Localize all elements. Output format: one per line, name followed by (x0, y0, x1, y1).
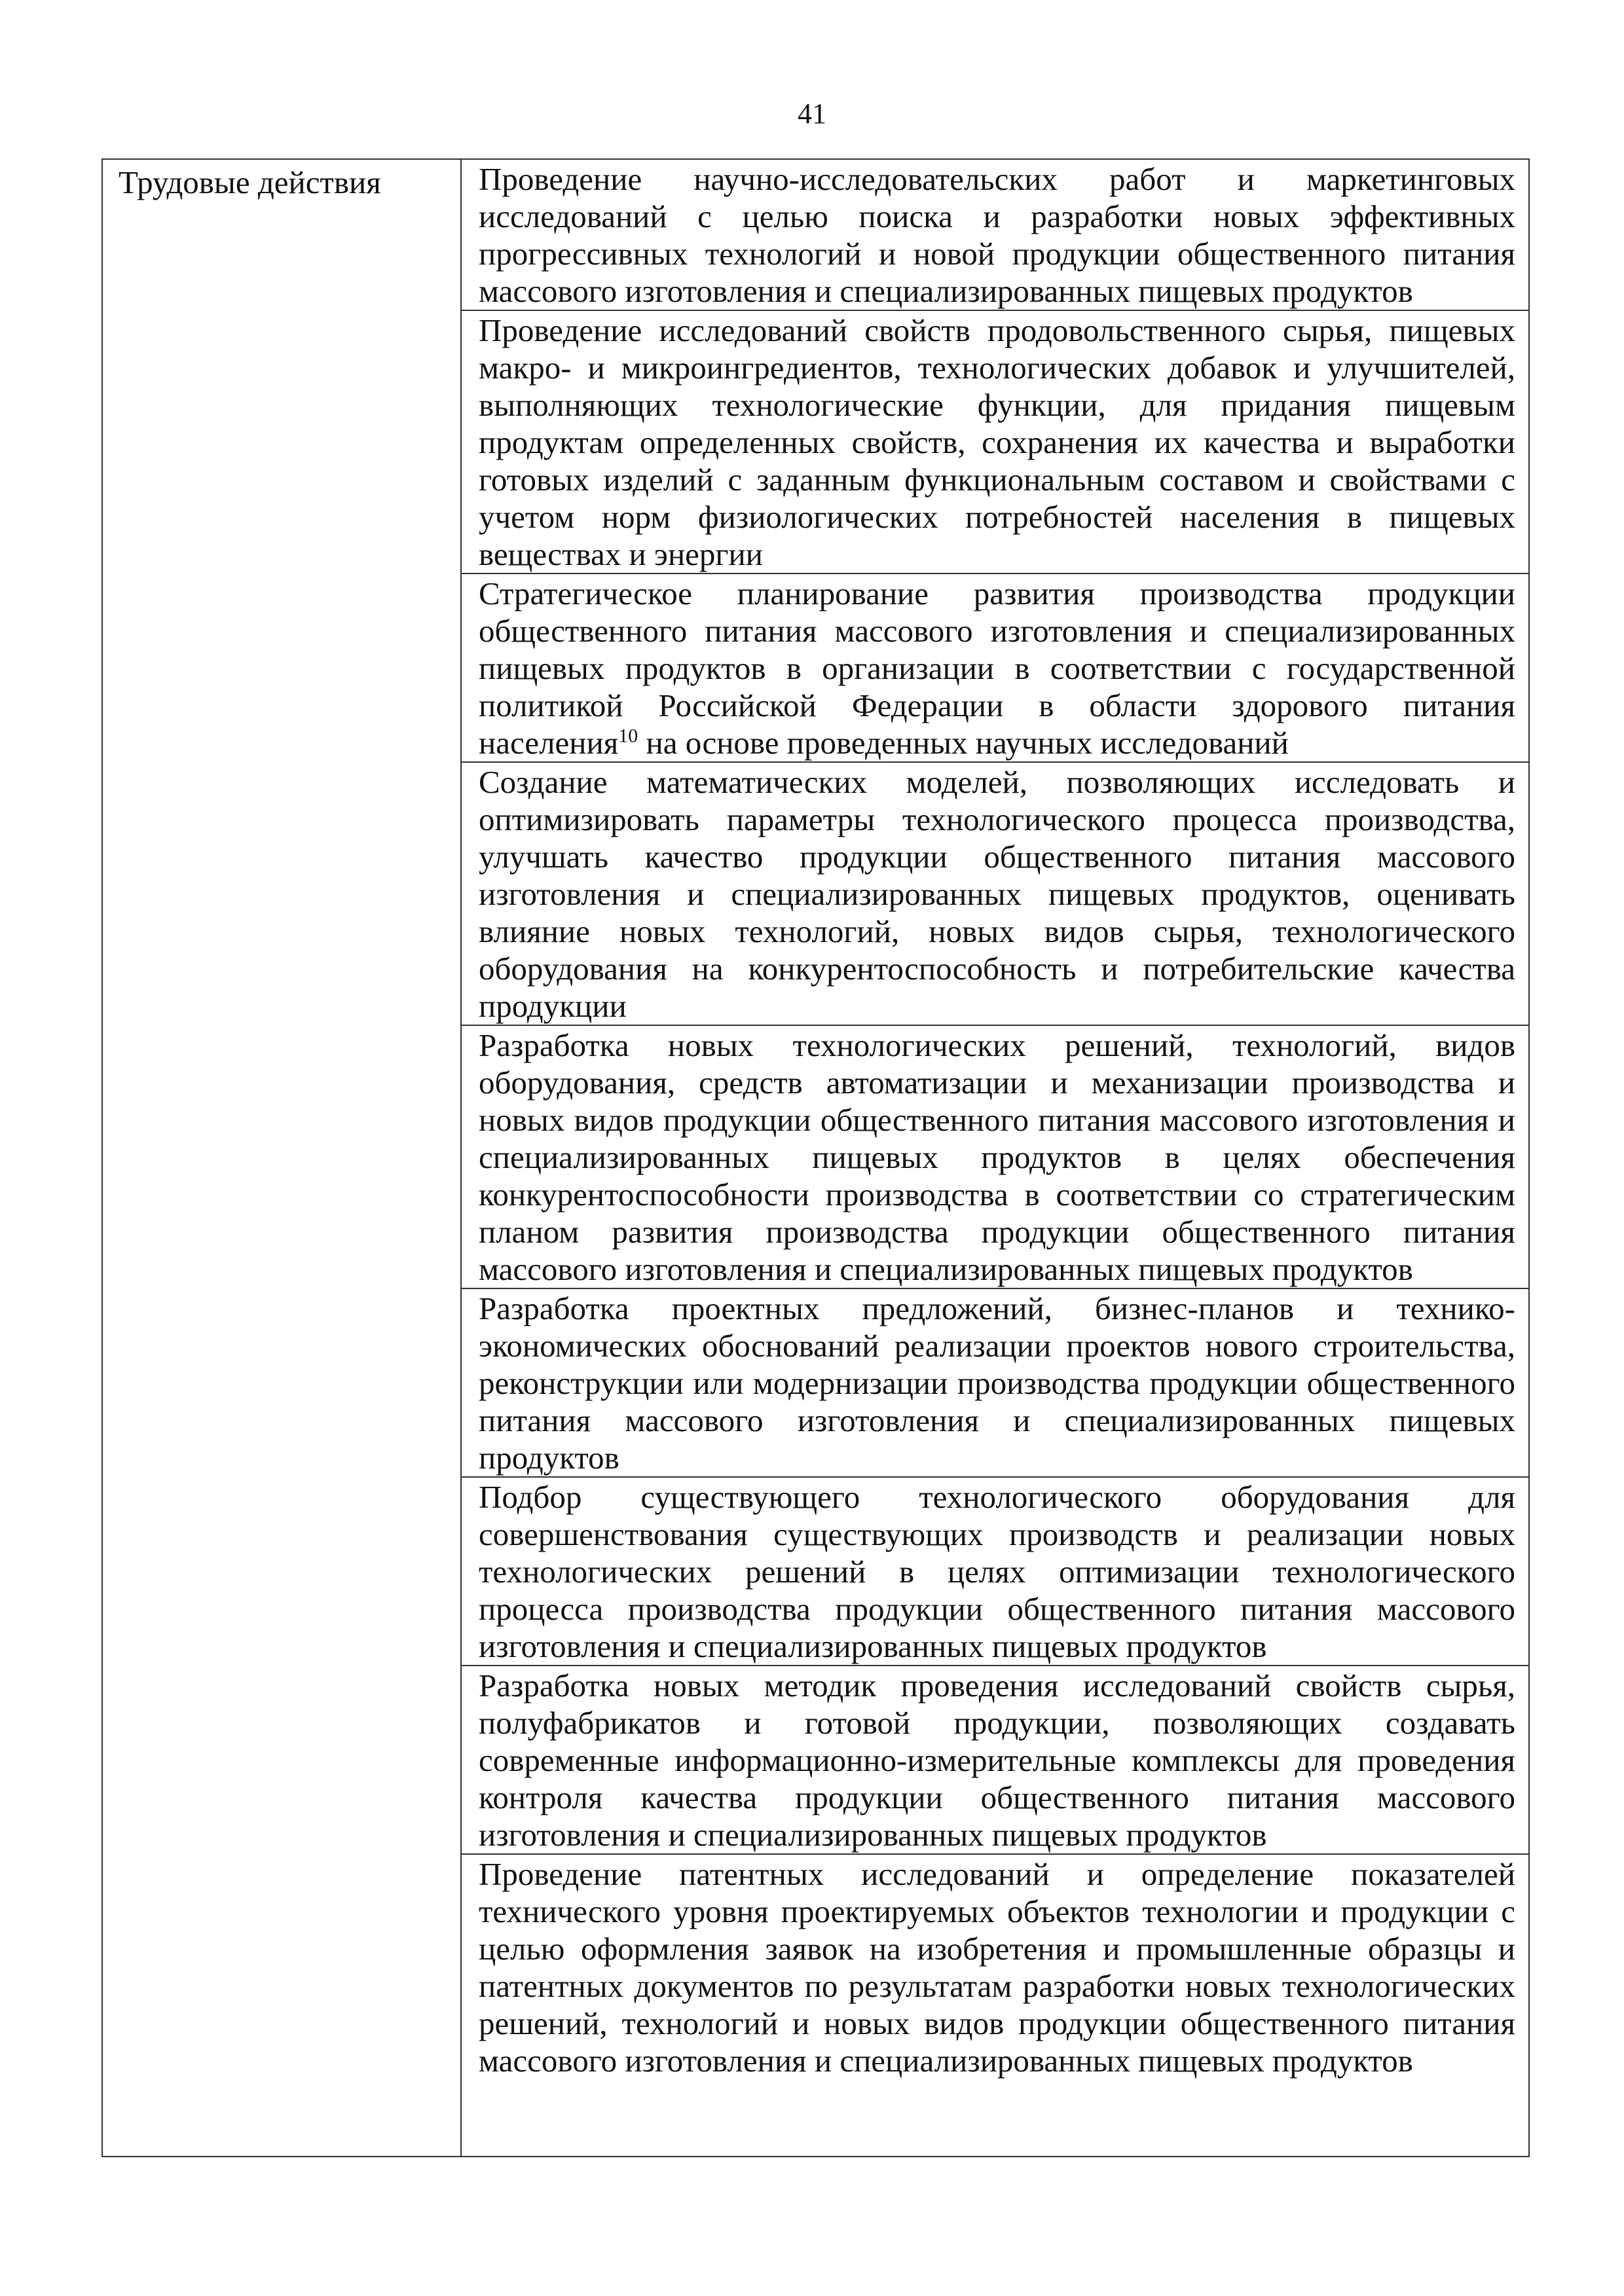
action-item: Проведение научно-исследовательских работ и маркетинговых исследований с целью поиска и разработки новых эффективных прогрессивных технологий и новой продукции общественного питания массового изготовления и специализированных пищевых продуктов (462, 160, 1528, 311)
labor-functions-table (101, 158, 1530, 2157)
action-item: Разработка новых методик проведения исследований свойств сырья, полуфабрикатов и готовой продукции, позволяющих создавать современные информационно-измерительные комплексы для проведения контроля качества продукции общественного питания массового изготовления и специализированных пищевых продуктов (462, 1666, 1528, 1855)
action-item: Разработка проектных предложений, бизнес-планов и технико-экономических обоснований реализации проектов нового строительства, реконструкции или модернизации производства продукции общественного питания массового изготовления и специализированных пищевых продуктов (462, 1289, 1528, 1478)
page-number: 41 (798, 98, 826, 130)
action-text: Стратегическое планирование развития производства продукции общественного питания массового изготовления и специализированных пищевых продуктов в организации в соответствии с государственной политикой Российской Федерации в области здорового питания населения (479, 575, 1515, 761)
action-item: Создание математических моделей, позволяющих исследовать и оптимизировать параметры технологического процесса производства, улучшать качество продукции общественного питания массового изготовления и специализированных пищевых продуктов, оценивать влияние новых технологий, новых видов сырья, технологического оборудования на конкурентоспособность и потребительские качества продукции (462, 763, 1528, 1026)
table-row (102, 159, 1529, 2157)
action-item: Подбор существующего технологического оборудования для совершенствования существующих производств и реализации новых технологических решений в целях оптимизации технологического процесса производства продукции общественного питания массового изготовления и специализированных пищевых продуктов (462, 1478, 1528, 1666)
action-text-continued: на основе проведенных научных исследований (638, 725, 1289, 761)
action-item (462, 574, 1528, 763)
actions-list (462, 160, 1528, 2079)
footnote-reference: 10 (618, 725, 638, 747)
row-label-cell (102, 159, 461, 2157)
action-item: Разработка новых технологических решений, технологий, видов оборудования, средств автоматизации и механизации производства и новых видов продукции общественного питания массового изготовления и специализированных пищевых продуктов в целях обеспечения конкурентоспособности производства в соответствии со стратегическим планом развития производства продукции общественного питания массового изготовления и специализированных пищевых продуктов (462, 1026, 1528, 1289)
action-item: Проведение исследований свойств продовольственного сырья, пищевых макро- и микроингредиентов, технологических добавок и улучшителей, выполняющих технологические функции, для придания пищевым продуктам определенных свойств, сохранения их качества и выработки готовых изделий с заданным функциональным составом и свойствами с учетом норм физиологических потребностей населения в пищевых веществах и энергии (462, 311, 1528, 574)
action-item: Проведение патентных исследований и определение показателей технического уровня проектируемых объектов технологии и продукции с целью оформления заявок на изобретения и промышленные образцы и патентных документов по результатам разработки новых технологических решений, технологий и новых видов продукции общественного питания массового изготовления и специализированных пищевых продуктов (479, 1856, 1515, 2079)
actions-cell (461, 159, 1529, 2157)
row-label: Трудовые действия (119, 164, 381, 200)
